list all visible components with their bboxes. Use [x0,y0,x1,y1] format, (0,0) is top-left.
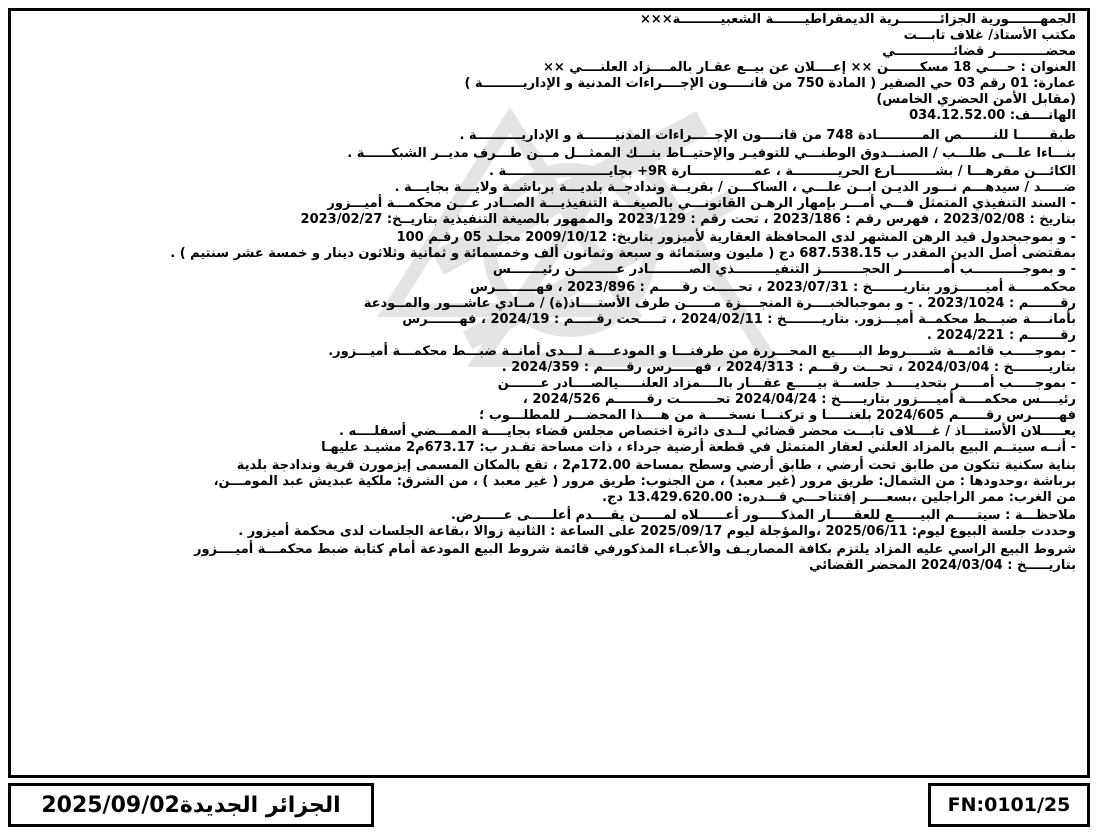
text-line: - بموجـــــب أمـــــر بتحديـــــد جلســـة بيـــــع عقـــار بالــــمزاد العلنـــــيالصــــادر عـــــــن [497,376,1076,391]
text-line: عمارة: 01 رقم 03 حي الصفير ( المادة 750 من قانـــــون الإجــــراءات المدنية و الإداريـــــــــة ) [464,76,1076,91]
text-line: - بموجـــــب قائمـــة شـــــروط البـــــيع المحـــررة من طرفنـــا و المودعــــة لـــدى أمانــة ضبـــط محكمـــة أميـــزور. [328,344,1076,359]
text-line: بتاريــــــــخ : 2024/03/04 ، تحـــت رقـــم : 2024/313 ، فهـــــرس رقـــــم : 2024/359 . [501,360,1076,375]
fn-number: FN:0101/25 [947,794,1071,816]
text-line: - و بموجـــــــــــب أمـــــــــر الحجـــــــــز التنفيـــــــــذي الصـــــــــادر عـــــــــن رئيـــــــس [492,262,1076,277]
text-line: برباشة ،وحدودها : من الشمال: طريق مرور (غير معبد) ، من الجنوب: طريق مرور ( غير معبد ) ، من الشرق: ملكية عبديش عبد المومـــن، [213,474,1076,489]
text-line: الهاتــــف: 034.12.52.00 [909,108,1076,123]
text-line: ضـــــد / سيدهـــم نـــور الديـن ابــن علـــي ، الساكـــن / بقريــة وندادجــة بلديـــة برباشــة ولايـــة بجايـــة . [394,180,1076,195]
text-line: شروط البيع الراسي عليه المزاد يلتزم بكافة المصاريـف والأعبـاء المذكورفي قائمة شروط البيع المودعة أمام كتابة ضبط محكمـــة أميــــزور [193,542,1076,557]
text-line: الكائـــن مقرهـــا / بشـــــــــارع الحريــــــــــة ، عمــــــــــــــارة 9R+ بجايـــــــــــــــــــــــة . [488,164,1076,179]
text-line: وحددت جلسة البيوع ليوم: 2025/06/11 ،والمؤجلة ليوم 2025/09/17 على الساعة : الثانية زوالا ،بقاعة الجلسات لدى محكمة أميزور . [238,524,1076,539]
newspaper-date-box [8,783,374,827]
text-line: فهــــــرس رقــــــم 2024/605 بلغنـــــا و تركنـــا نسخـــــة من هــــذا المحضـــر للمطلـــوب ؛ [479,408,1076,423]
text-line: العنوان : حــــي 18 مسكـــــــن ×× إعــــلان عن بيــع عقـار بالمــــزاد العلنــــي ×× [542,60,1076,75]
text-line: يعـــــلان الأستــــاذ / غــــلاف تابـــت محضر قضائي لــدى دائرة اختصاص مجلس قضاء بجايــــة الممـــضي أسفلــــه . [339,424,1076,439]
text-line: بأمانــــة ضبـــط محكمــة أميـــزور. بتاريــــــــخ : 2024/02/11 ، تـــــحت رقـــــم : 2024/19 ، فهـــــــرس [402,312,1076,327]
text-line: رئيــــس محكمــــة أميــــزور بتاريـــــخ : 2024/04/24 تحــــــــت رقـــــــم 2024/526 ، [522,392,1076,407]
text-line: بنـــاءا علـــى طلـــب / الصنـــدوق الوطنـــي للتوفيـر والإحتيــاط بنـــك الممثـــل مـــن طـــرف مديــر الشبكــــــة . [347,146,1076,161]
text-line: بتاريخ : 2023/02/08 ، فهرس رقم : 2023/186 ، تحت رقم : 2023/129 والممهور بالصيغة التنفيذية بتاريــخ: 2023/02/27 [300,212,1076,227]
text-line: رقـــــــم : 2024/221 . [926,328,1076,343]
newspaper-date: الجزائر الجديدة2025/09/02 [41,792,341,818]
text-line: - السند التنفيذي المتمثل فـــي أمـــر بإمهار الرهـن القانونـــي بالصيغـــة التنفيذيـــة الصــادر عـــن محكمـــة أميـــزور [327,196,1076,211]
text-line: محكمــــــة أميــــــزور بتاريـــــــخ : 2023/07/31 ، تحـــــت رقـــــم : 2023/896 ، فهـــــــــرس [469,280,1076,295]
text-line: (مقابل الأمن الحضري الخامس) [876,92,1076,107]
text-line: بمقتضى أصل الدين المقدر ب 687.538.15 دج ( مليون وستمائة و سبعة وثمانون ألف وخمسمائة و ثمانية وثلاثون دينار و خمسة عشر سنتيم ) . [170,246,1076,261]
text-line: طبقـــــــا للنـــــــص المــــــــــادة 748 من قانــــون الإجـــــراءات المدنيـــــــة و الإداريــــــــــة . [459,128,1076,143]
text-line: الجمهـــــــورية الجزائـــــــــرية الديمقراطيـــــــة الشعبيـــــــــة××× [639,12,1076,27]
text-line: بتاريـــــخ : 2024/03/04 المحضر القضائي [809,558,1076,573]
text-line: مكتب الأستاذ/ غلاف تابـــت [903,28,1076,43]
text-line: محضـــــــــــر قضائـــــــــــــي [882,44,1076,59]
text-line: ملاحظـــة : سيتـــــم البيــــــع للعقـــــار المذكـــــور أعــــــلاه لمـــــن يقــــدم أعلـــــى عـــــرض. [450,508,1076,523]
text-line: بناية سكنية تتكون من طابق تحت أرضي ، طابق أرضي وسطح بمساحة 172.00م2 ، تقع بالمكان المسمى إيزمورن قرية وندادجة بلدية [236,458,1076,473]
fn-number-box [928,783,1090,827]
text-line: رقـــــــم : 2023/1024 . - و بموجبالخبــــرة المنجــــزة مــــــن طرف الأستــــاذ(ة) / مــادي عاشـــور والمــودعة [363,296,1076,311]
text-line: من الغرب: ممر الراجلين ،بسعــــر إفتتاحـــي قـــدره: 13.429.620.00 دج. [602,490,1076,505]
text-line: - أنــه سيتــم البيع بالمزاد العلني لعقار المتمثل في قطعة أرضية جرداء ، ذات مساحة تقـدر ب: 673.17م2 مشيـد عليهـا [321,440,1076,455]
text-line: - و بموجبجدول قيد الرهن المشهر لدى المحافظة العقارية لأميزور بتاريخ: 2009/10/12 مجلـد 05 رقـم 100 [396,230,1076,245]
